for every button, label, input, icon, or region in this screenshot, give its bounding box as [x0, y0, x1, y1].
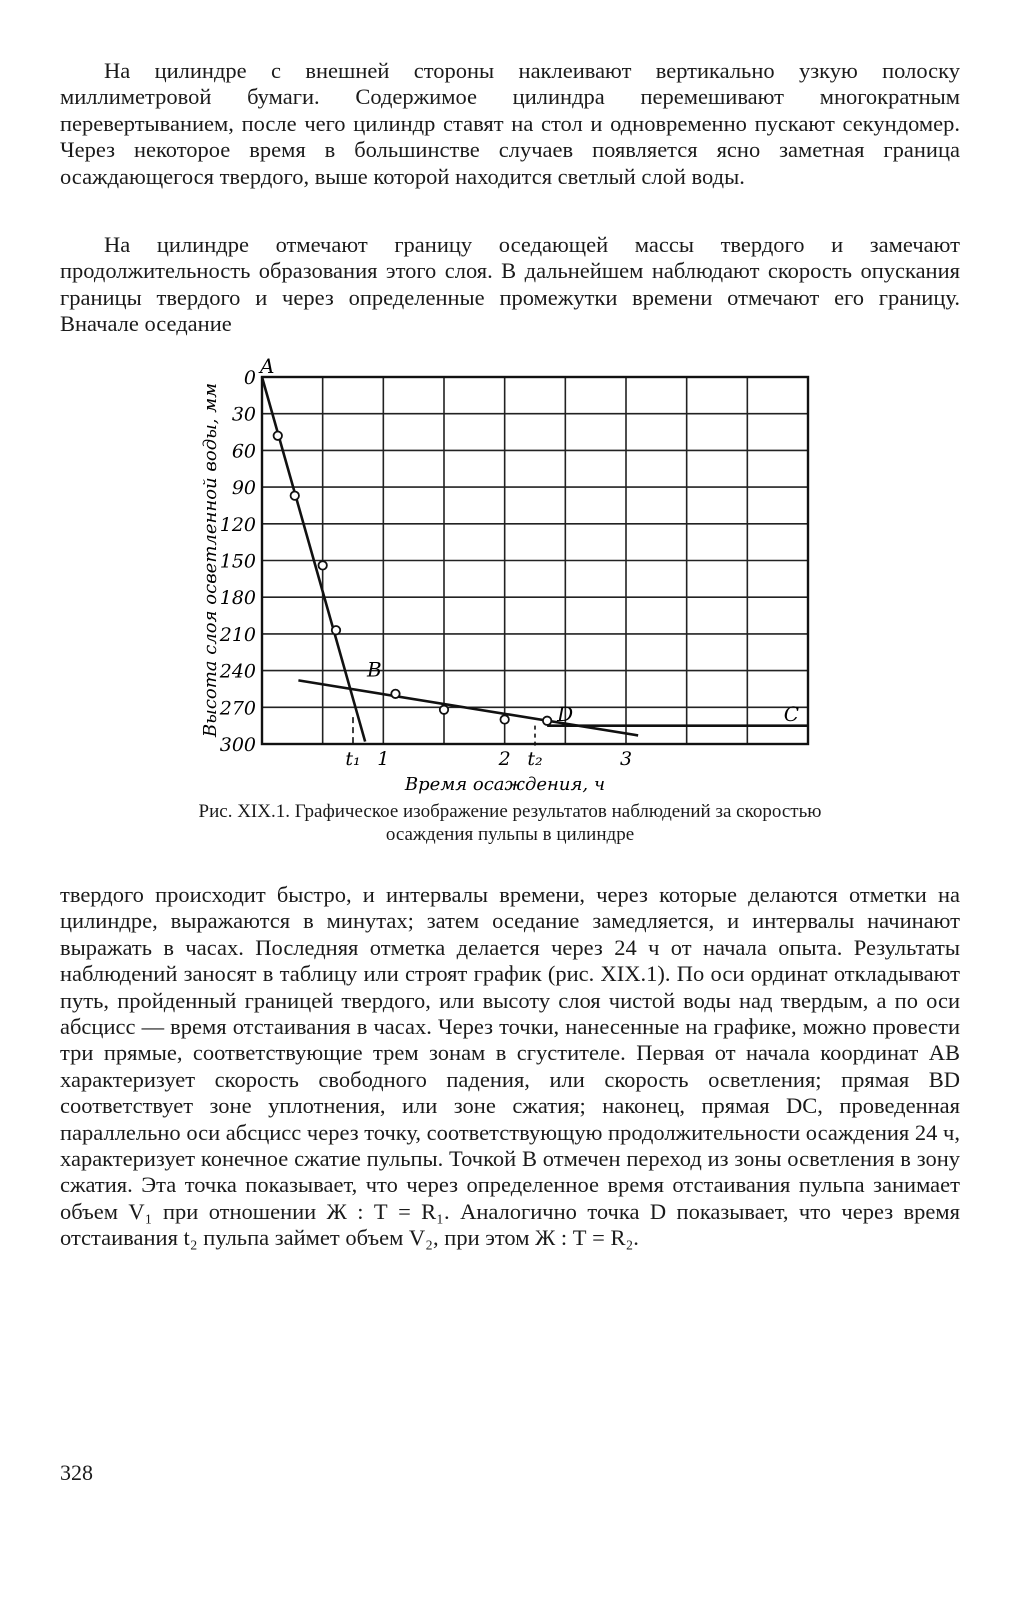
- data-point: [543, 717, 551, 725]
- x-tick-label: t₂: [527, 748, 543, 770]
- paragraph-1: На цилиндре с внешней стороны наклеивают вертикально узкую полоску миллиметровой бумаги. Содержимое цилиндра перемешивают многократным перевертыванием, после чего цилиндр ставят на стол и одновременно пускают секундомер. Через некоторое время в большинстве случаев появляется ясно заметная граница осаждающегося твердого, выше которой находится светлый слой воды.: [60, 58, 960, 189]
- y-tick-label: 30: [231, 403, 256, 426]
- x-tick-label: 1: [377, 748, 390, 770]
- y-tick-label: 300: [219, 734, 256, 756]
- y-tick-label: 150: [219, 550, 256, 573]
- y-tick-label: 240: [219, 660, 256, 683]
- point-label-c: C: [783, 702, 800, 727]
- x-tick-label: 2: [498, 748, 511, 770]
- y-tick-label: 180: [219, 587, 256, 610]
- data-point: [318, 561, 326, 569]
- figure-caption: Рис. XIX.1. Графическое изображение результатов наблюдений за скоростью осаждения пульпы в цилиндре: [198, 801, 822, 845]
- point-label-d: D: [557, 702, 574, 727]
- x-axis-label: Время осаждения, ч: [404, 774, 606, 795]
- x-tick-label: 3: [619, 748, 633, 770]
- y-tick-label: 90: [231, 477, 256, 500]
- y-tick-label: 0: [243, 367, 256, 389]
- y-axis-label: Высота слоя осветленной воды, мм: [200, 382, 221, 738]
- page-number: 328: [60, 1460, 93, 1485]
- data-point: [500, 715, 508, 723]
- y-tick-label: 120: [219, 513, 256, 536]
- data-point: [291, 491, 299, 499]
- data-point: [274, 432, 282, 440]
- data-point: [440, 706, 448, 714]
- y-tick-label: 270: [219, 697, 256, 720]
- paragraph-2: На цилиндре отмечают границу оседающей массы твердого и замечают продолжительность образования этого слоя. В дальнейшем наблюдают скорость опускания границы твердого и через определенные промежутки времени отмечают его границу. Вначале оседание: [60, 232, 960, 337]
- point-label-b: B: [367, 657, 382, 682]
- y-tick-label: 60: [231, 440, 256, 463]
- point-label-a: A: [260, 354, 275, 378]
- data-point: [391, 690, 399, 698]
- y-tick-label: 210: [219, 623, 256, 646]
- x-tick-label: t₁: [345, 748, 361, 770]
- data-point: [332, 626, 340, 634]
- paragraph-3: твердого происходит быстро, и интервалы времени, через которые делаются отметки на цилиндре, выражаются в минутах; затем оседание замедляется, и интервалы начинают выражать в часах. Последняя отметка делается через 24 ч от начала опыта. Результаты наблюдений заносят в таблицу или строят график (рис. XIX.1). По оси ординат откладывают путь, пройденный границей твердого, или высоту слоя чистой воды над твердым, а по оси абсцисс — время отстаивания в часах. Через точки, нанесенные на графике, можно провести три прямые, соответствующие трем зонам в сгустителе. Первая от начала координат AB характеризует скорость свободного падения, или скорость осветления; прямая BD соответствует зоне уплотнения, или зоне сжатия; наконец, прямая DC, проведенная параллельно оси абсцисс через точку, соответствующую продолжительности осаждения 24 ч, характеризует конечное сжатие пульпы. Точкой B отмечен переход из зоны осветления в зону сжатия. Эта точка показывает, что через определенное время отстаивания пульпа занимает объем V₁ при отношении Ж : Т = R₁. Аналогично точка D показывает, что через время отстаивания t₂ пульпа займет объем V₂, при этом Ж : Т = R₂.: [60, 882, 960, 1251]
